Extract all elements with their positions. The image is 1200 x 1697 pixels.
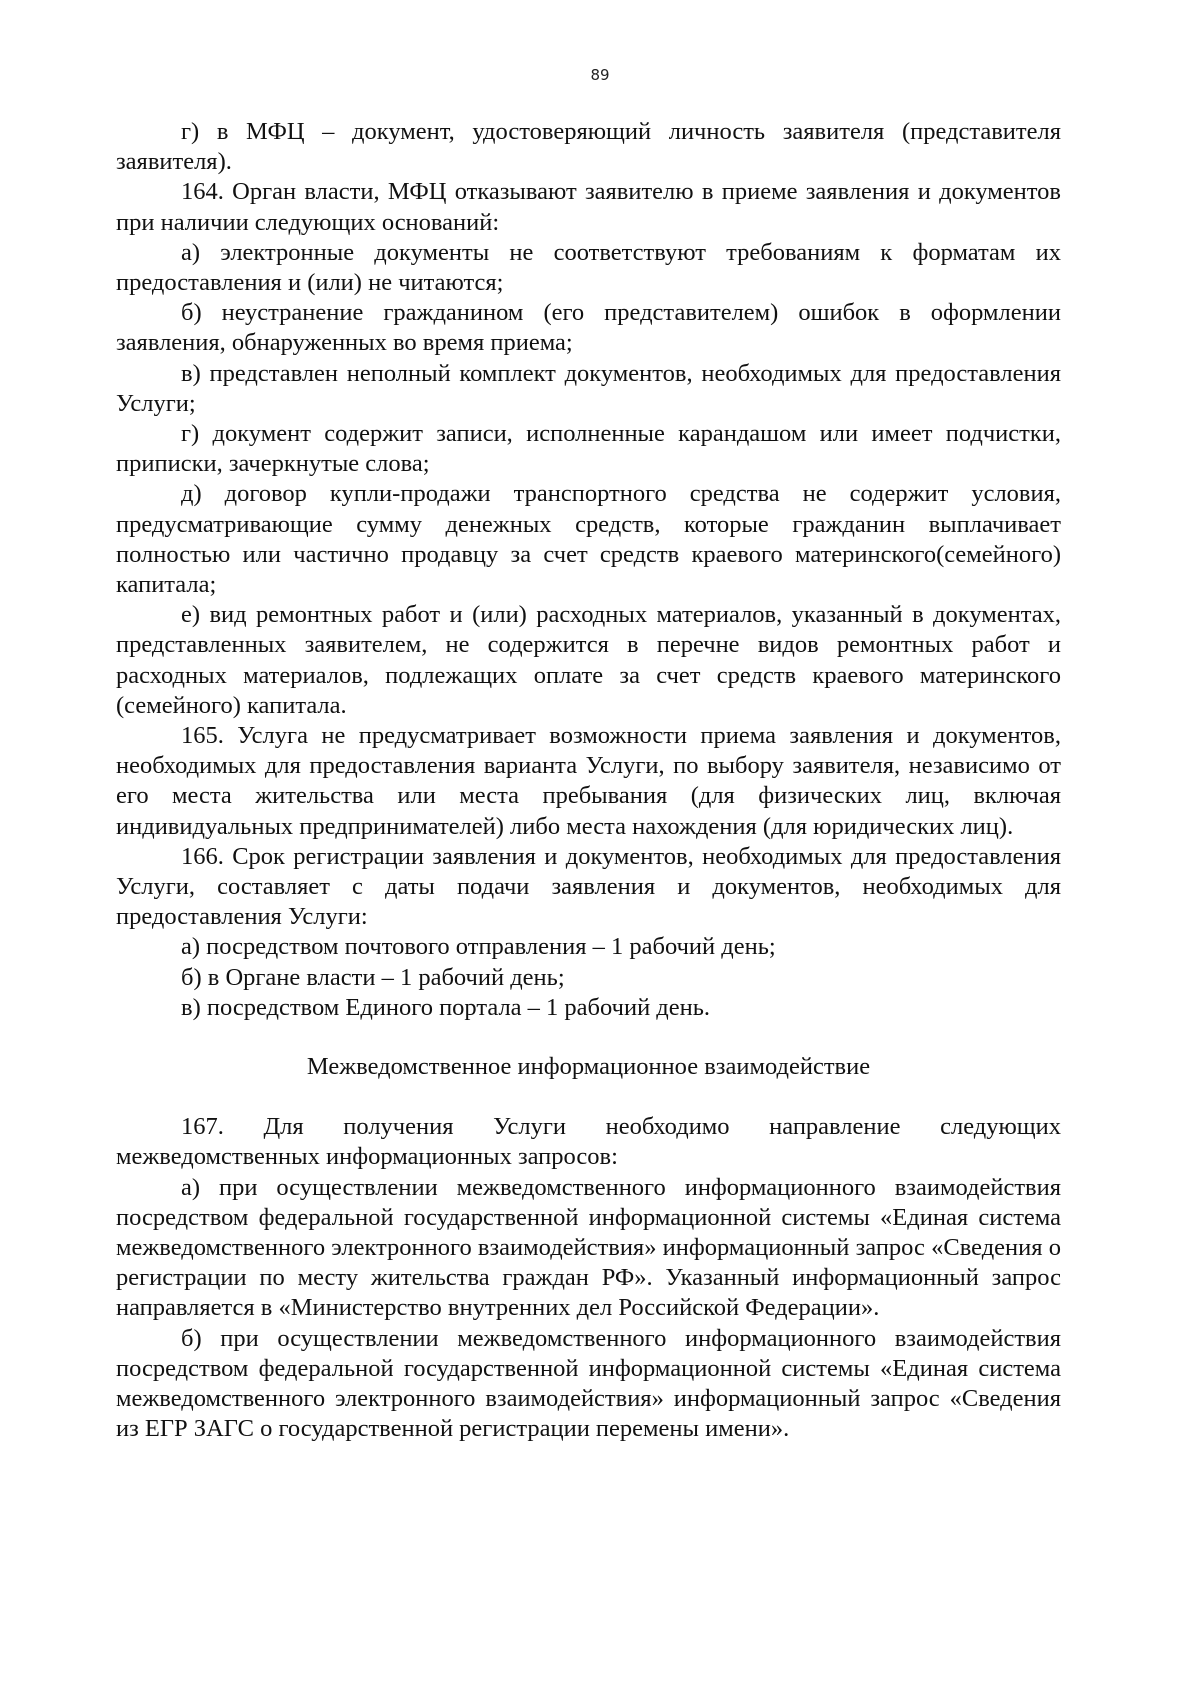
- paragraph-167: 167. Для получения Услуги необходимо направление следующих межведомственных информационных запросов:: [116, 1113, 1061, 1171]
- paragraph-166-b: б) в Органе власти – 1 рабочий день;: [181, 963, 565, 991]
- section-heading: Межведомственное информационное взаимодействие: [306, 1053, 871, 1081]
- paragraph-164: 164. Орган власти, МФЦ отказывают заявителю в приеме заявления и документов при наличии следующих оснований:: [116, 178, 1061, 236]
- paragraph-166-v: в) посредством Единого портала – 1 рабочий день.: [181, 993, 711, 1021]
- paragraph-164-g: г) документ содержит записи, исполненные карандашом или имеет подчистки, приписки, зачеркнутые слова;: [116, 420, 1061, 478]
- paragraph-167-b: б) при осуществлении межведомственного информационного взаимодействия посредством федеральной государственной информационной системы «Единая система межведомственного электронного взаимодействия» информационный запрос «Сведения из ЕГР ЗАГС о государственной регистрации перемены имени».: [116, 1324, 1061, 1443]
- paragraph-166-a: а) посредством почтового отправления – 1 рабочий день;: [181, 933, 776, 961]
- paragraph-164-d: д) договор купли-продажи транспортного средства не содержит условия, предусматривающие сумму денежных средств, которые гражданин выплачивает полностью или частично продавцу за счет средств краевого материнского(семейного) капитала;: [116, 480, 1061, 599]
- paragraph-164-e: е) вид ремонтных работ и (или) расходных материалов, указанный в документах, представленных заявителем, не содержится в перечне видов ремонтных работ и расходных материалов, подлежащих оплате за счет средств краевого материнского (семейного) капитала.: [116, 601, 1061, 719]
- paragraph-164-b: б) неустранение гражданином (его представителем) ошибок в оформлении заявления, обнаруженных во время приема;: [116, 299, 1061, 357]
- page-number: 89: [590, 66, 610, 84]
- paragraph-id-doc-mfc: г) в МФЦ – документ, удостоверяющий личность заявителя (представителя заявителя).: [116, 118, 1061, 176]
- paragraph-164-v: в) представлен неполный комплект документов, необходимых для предоставления Услуги;: [116, 359, 1061, 417]
- paragraph-165: 165. Услуга не предусматривает возможности приема заявления и документов, необходимых для предоставления варианта Услуги, по выбору заявителя, независимо от его места жительства или места пребывания (для физических лиц, включая индивидуальных предпринимателей) либо места нахождения (для юридических лиц).: [116, 722, 1061, 840]
- paragraph-166: 166. Срок регистрации заявления и документов, необходимых для предоставления Услуги, составляет с даты подачи заявления и документов, необходимых для предоставления Услуги:: [116, 842, 1061, 931]
- paragraph-164-a: а) электронные документы не соответствуют требованиям к форматам их предоставления и (или) не читаются;: [116, 238, 1061, 297]
- paragraph-167-a: а) при осуществлении межведомственного информационного взаимодействия посредством федеральной государственной информационной системы «Единая система межведомственного электронного взаимодействия» информационный запрос «Сведения о регистрации по месту жительства граждан РФ». Указанный информационный запрос направляется в «Министерство внутренних дел Российской Федерации».: [116, 1173, 1061, 1322]
- document-body: [116, 117, 1061, 1444]
